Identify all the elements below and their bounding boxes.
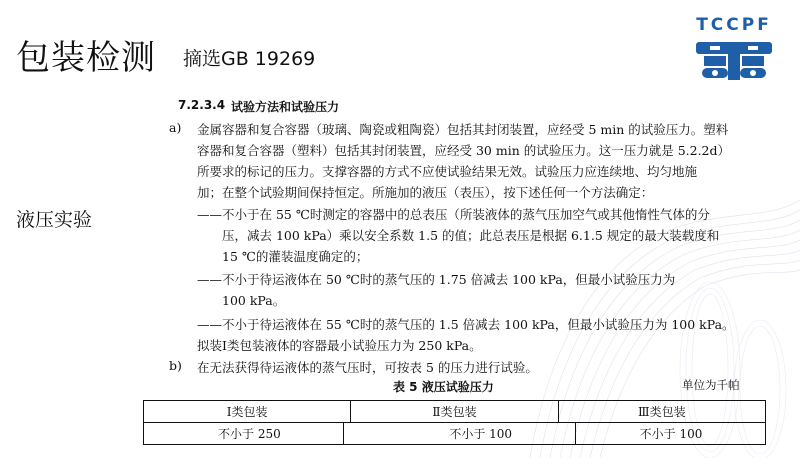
- table-header-cell: Ⅱ类包装: [351, 401, 558, 422]
- table-cell: 不小于 100: [639, 427, 703, 441]
- paragraph-line: 容器和复合容器（塑料）包括其封闭装置，应经受 30 min 的试验压力。这一压力就是 5.2.2d）: [197, 143, 731, 158]
- paragraph-line: ——不小于在 55 ℃时测定的容器中的总表压（所装液体的蒸气压加空气或其他惰性气体的分: [197, 207, 710, 222]
- section-heading: 试验方法和试验压力: [231, 100, 340, 114]
- paragraph-line: ——不小于待运液体在 55 ℃时的蒸气压的 1.5 倍减去 100 kPa，但最小试验压力为 100 kPa。: [197, 317, 735, 332]
- section-number: 7.2.3.4: [178, 98, 226, 112]
- pressure-table: [143, 400, 766, 445]
- item-b-marker: b): [169, 358, 182, 373]
- table-unit: 单位为千帕: [682, 378, 740, 392]
- paragraph-line: 在无法获得待运液体的蒸气压时，可按表 5 的压力进行试验。: [197, 360, 538, 375]
- table-header-cell: Ⅲ类包装: [638, 405, 686, 419]
- page-subtitle: 摘选GB 19269: [183, 48, 316, 70]
- page-title: 包装检测: [16, 38, 156, 78]
- paragraph-line: 所要求的标记的压力。支撑容器的方式不应使试验结果无效。试验压力应连续地、均匀地施: [197, 164, 698, 179]
- paragraph-line: 拟装Ⅰ类包装液体的容器最小试验压力为 250 kPa。: [197, 338, 482, 353]
- item-a-marker: a): [169, 120, 182, 135]
- table-cell: 不小于 100: [344, 423, 575, 444]
- logo-text: TCCPF: [696, 15, 772, 35]
- table-caption: 表 5 液压试验压力: [393, 380, 494, 394]
- paragraph-line: 15 ℃的灌装温度确定的；: [222, 249, 369, 264]
- table-row: [144, 423, 765, 445]
- paragraph-line: 金属容器和复合容器（玻璃、陶瓷或粗陶瓷）包括其封闭装置，应经受 5 min 的试验压力。塑料: [197, 122, 729, 137]
- paragraph-line: 100 kPa。: [222, 293, 286, 308]
- table-header-cell: Ⅰ类包装: [144, 401, 351, 422]
- side-label: 液压实验: [16, 209, 93, 231]
- paragraph-line: 加；在整个试验期间保持恒定。所施加的液压（表压），按下述任何一个方法确定：: [197, 185, 654, 200]
- paragraph-line: 压，减去 100 kPa）乘以安全系数 1.5 的值；此总表压是根据 6.1.5 规定的最大装载度和: [222, 228, 720, 243]
- table-header-row: [144, 401, 765, 423]
- paragraph-line: ——不小于待运液体在 50 ℃时的蒸气压的 1.75 倍减去 100 kPa，但最小试验压力为: [197, 272, 676, 287]
- table-cell: 不小于 250: [144, 423, 344, 444]
